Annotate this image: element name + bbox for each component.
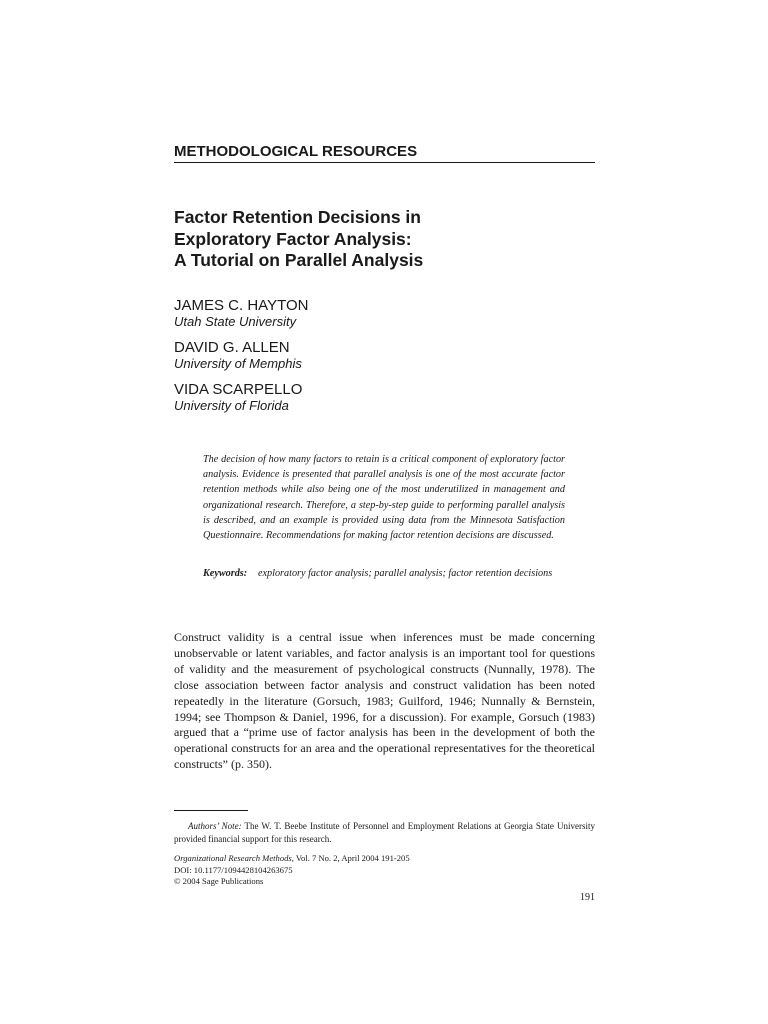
keywords: [203, 567, 565, 581]
citation-journal-line: [174, 853, 595, 865]
footnote-divider: [174, 810, 248, 811]
doi: DOI: 10.1177/1094428104263675: [174, 864, 293, 875]
author-affiliation: Utah State University: [174, 314, 297, 329]
page-number: 191: [580, 892, 595, 903]
abstract: The decision of how many factors to retain is a critical component of exploratory factor analysis. Evidence is presented that parallel analysis is one of the most accurate factor retention methods while also being one of the most underutilized in management and organizational research. Therefore, a step-by-step guide to performing parallel analysis is described, and an example is provided using data from the Minnesota Satisfaction Questionnaire. Recommendations for making factor retention decisions are discussed.: [203, 454, 565, 542]
copyright: © 2004 Sage Publications: [174, 876, 264, 886]
author-affiliation: University of Memphis: [174, 356, 302, 371]
title-line: Exploratory Factor Analysis:: [174, 228, 412, 249]
author-name: VIDA SCARPELLO: [174, 381, 303, 398]
citation-block: [174, 853, 595, 888]
author-name: JAMES C. HAYTON: [174, 297, 309, 314]
article-title: [174, 207, 594, 272]
authors-note: [174, 820, 595, 846]
body-paragraph: Construct validity is a central issue when inferences must be made concerning unobservable or latent variables, and factor analysis is an important tool for questions of validity and the measurement of psychological constructs (Nunnally, 1978). The close association between factor analysis and construct validation has been noted repeatedly in the literature (Gorsuch, 1983; Guilford, 1946; Nunnally & Bernstein, 1994; see Thompson & Daniel, 1996, for a discussion). For example, Gorsuch (1983) argued that a “prime use of factor analysis has been in the development of both the operational constructs for an area and the operational representatives for the theoretical constructs” (p. 350).: [174, 630, 595, 772]
author-block: [174, 381, 594, 414]
title-line: A Tutorial on Parallel Analysis: [174, 250, 424, 270]
keywords-text: exploratory factor analysis; parallel analysis; factor retention decisions: [258, 568, 553, 579]
journal-details: Vol. 7 No. 2, April 2004 191-205: [295, 853, 410, 863]
author-block: [174, 297, 594, 330]
section-header: METHODOLOGICAL RESOURCES: [174, 143, 595, 163]
authors-note-label: Authors’ Note:: [188, 821, 242, 831]
title-line: Factor Retention Decisions in: [174, 207, 421, 227]
author-block: [174, 339, 594, 372]
journal-name: Organizational Research Methods,: [174, 853, 294, 863]
author-affiliation: University of Florida: [174, 398, 289, 413]
keywords-label: Keywords:: [203, 568, 248, 579]
author-name: DAVID G. ALLEN: [174, 339, 290, 356]
authors-note-text: The W. T. Beebe Institute of Personnel and Employment Relations at Georgia State University provided financial support for this research.: [174, 821, 596, 844]
